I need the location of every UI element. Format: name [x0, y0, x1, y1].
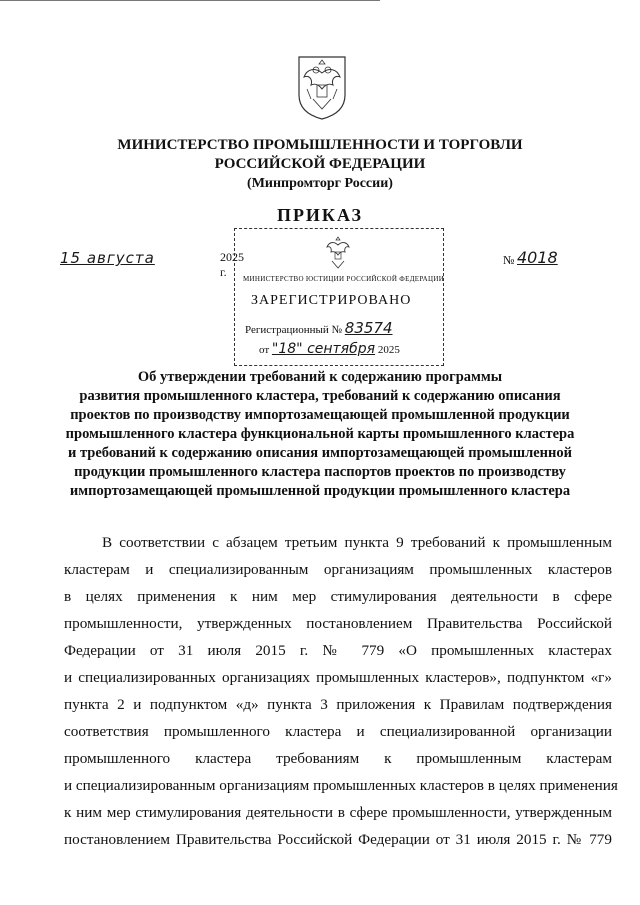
body-line: соответствия промышленного кластера и специализированной организации	[64, 723, 612, 740]
stamp-registered: ЗАРЕГИСТРИРОВАНО	[251, 293, 412, 308]
subject-line: развития промышленного кластера, требований к содержанию описания	[79, 388, 561, 404]
order-number-label: №	[503, 253, 515, 267]
stamp-registration-number	[245, 319, 393, 337]
stamp-date-handwritten: "18" сентября	[271, 341, 376, 357]
document-title: ПРИКАЗ	[276, 205, 364, 225]
stamp-date	[259, 341, 400, 357]
body-line: и специализированных организациях промышленных кластеров», подпунктом «г»	[64, 669, 612, 686]
body-line: промышленности, утвержденных постановлением Правительства Российской	[64, 615, 612, 632]
top-rule	[0, 0, 380, 1]
body-line: к ним мер стимулирования деятельности в сфере промышленности, утвержденным	[64, 804, 612, 821]
stamp-reg-number-value: 83574	[344, 319, 393, 337]
body-line: пункта 2 и подпунктом «д» пункта 3 приложения к Правилам подтверждения	[64, 696, 612, 713]
order-date	[60, 249, 244, 279]
body-line: В соответствии с абзацем третьим пункта 9 требований к промышленным	[102, 534, 612, 551]
body-paragraph	[64, 529, 618, 853]
order-year: 2025 г.	[220, 250, 244, 279]
body-line: промышленного кластера требованиям к промышленным кластерам	[64, 750, 612, 767]
order-subject	[52, 368, 588, 501]
stamp-organization: МИНИСТЕРСТВО ЮСТИЦИИ РОССИЙСКОЙ ФЕДЕРАЦИИ	[243, 275, 445, 283]
stamp-reg-number-label: Регистрационный №	[245, 324, 343, 336]
order-number-handwritten: 4018	[517, 248, 558, 267]
ministry-name-line1: МИНИСТЕРСТВО ПРОМЫШЛЕННОСТИ И ТОРГОВЛИ	[117, 137, 523, 153]
body-line: Федерации от 31 июля 2015 г. № 779 «О промышленных кластерах	[64, 642, 612, 659]
coat-of-arms-icon	[295, 55, 349, 121]
body-line: в целях применения к ним мер стимулирования деятельности в сфере	[64, 588, 612, 605]
order-date-handwritten: 15 августа	[60, 249, 155, 267]
body-line: и специализированным организациям промышленных кластеров в целях применения	[64, 777, 618, 794]
ministry-header	[100, 136, 540, 193]
registration-stamp	[234, 228, 444, 366]
body-line: постановлением Правительства Российской Федерации от 31 июля 2015 г. № 779	[64, 831, 612, 848]
subject-line: импортозамещающей промышленной продукции промышленного кластера	[69, 483, 571, 499]
stamp-coat-of-arms-icon	[323, 235, 353, 271]
subject-line: проектов по производству импортозамещающей промышленной продукции	[70, 407, 570, 423]
subject-line: и требований к содержанию описания импортозамещающей промышленной	[68, 445, 572, 461]
subject-line: продукции промышленного кластера паспортов проектов по производству	[74, 464, 566, 480]
stamp-date-prefix: от	[259, 344, 270, 356]
subject-line: промышленного кластера функциональной карты промышленного кластера	[65, 426, 575, 442]
order-number	[503, 248, 593, 270]
subject-line: Об утверждении требований к содержанию программы	[137, 369, 503, 385]
ministry-short-name: (Минпромторг России)	[247, 176, 393, 191]
stamp-date-year: 2025	[377, 344, 400, 356]
body-line: кластерам и специализированным организациям промышленных кластеров	[64, 561, 612, 578]
ministry-name-line2: РОССИЙСКОЙ ФЕДЕРАЦИИ	[214, 156, 426, 172]
